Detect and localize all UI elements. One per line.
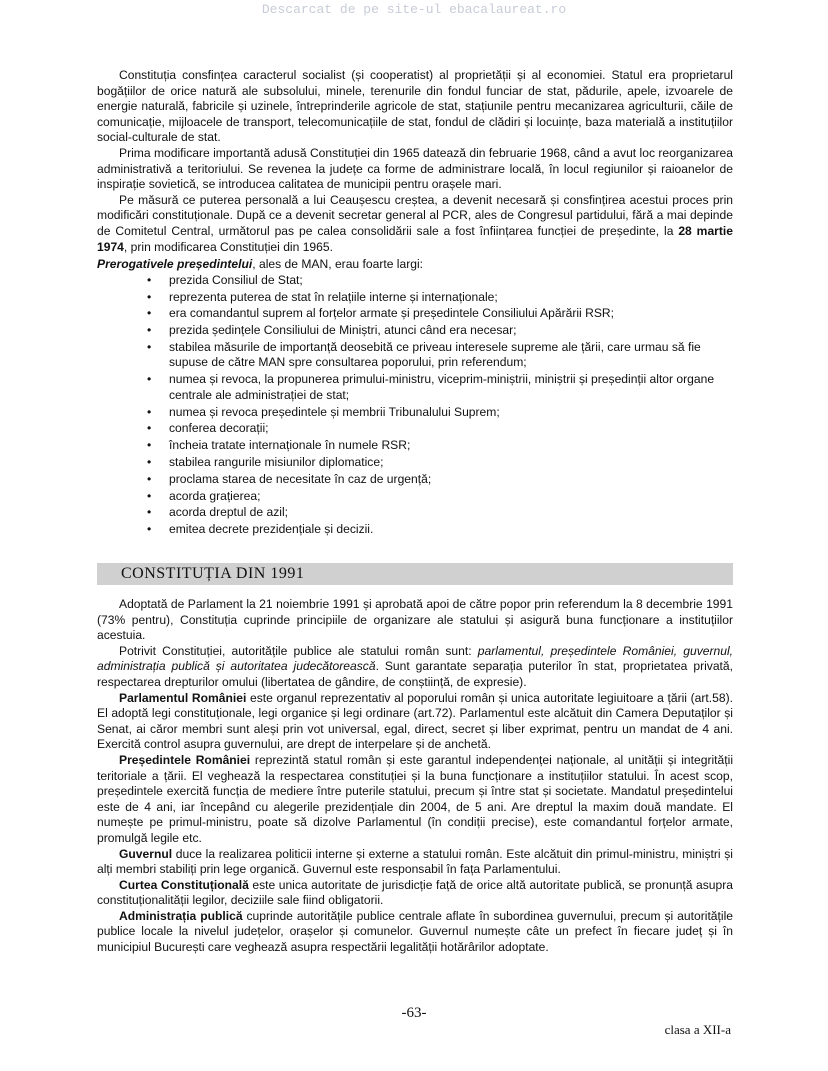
list-item: • numea și revoca președintele și membrii Tribunalului Suprem; — [147, 405, 733, 421]
paragraph-president — [97, 753, 733, 847]
paragraph-constitution-socialism: Constituția consfințea caracterul socialist (și cooperatist) al proprietății și al economiei. Statul era proprietarul bogățiilor de orice natură ale subsolului, minele, terenurile din fondul funciar de stat, pădurile, apele, izvoarele de energie naturală, fabricile și uzinele, întreprinderile agricole de stat, stațiunile pentru mecanizarea agriculturii, căile de comunicație, mijloacele de transport, telecomunicațiile de stat, fondul de clădiri și locuințe, baza materială a instituțiilor social-culturale de stat. — [97, 68, 733, 145]
page-number: -63- — [401, 1005, 427, 1021]
highlight-date: 28 martie 1974 — [97, 223, 733, 254]
list-item: • stabilea rangurile misiunilor diplomatice; — [147, 455, 733, 471]
prerogatives-list — [97, 273, 733, 538]
section-2-body — [97, 597, 733, 956]
paragraph-text: duce la realizarea politicii interne și externe a statului român. Este alcătuit din primul-ministru, miniștri și alți membri stabiliți prin lege organică. Guvernul este responsabil în fața Parlamentului. — [97, 846, 733, 877]
list-item: • prezida ședințele Consiliului de Miniștri, atunci când era necesar; — [147, 323, 733, 339]
paragraph-constitutional-court — [97, 878, 733, 909]
prerogatives-title: Prerogativele președintelui — [97, 257, 253, 272]
prerogatives-intro: , ales de MAN, erau foarte largi: — [252, 257, 424, 272]
paragraph-public-administration — [97, 909, 733, 956]
paragraph-government — [97, 847, 733, 878]
authorities-list-italic: parlamentul, președintele României, guvernul, administrația publică și autoritatea judecătorească — [97, 643, 733, 674]
list-item: • stabilea măsurile de importanță deosebită ce priveau interesele supreme ale țării, care urmau să fie supuse de către MAN spre consultarea poporului, prin referendum; — [147, 340, 733, 371]
term-president: Președintele României — [119, 752, 251, 767]
paragraph-adoption: Adoptată de Parlament la 21 noiembrie 1991 și aprobată apoi de către popor prin referendum la 8 decembrie 1991 (73% pentru), Constituția cuprinde principiile de organizare ale statului și asigură buna funcționare a instituțiilor acestuia. — [97, 597, 733, 643]
paragraph-text: cuprinde autoritățile publice centrale aflate în subordinea guvernului, precum și autoritățile publice locale la nivelul județelor, orașelor și comunelor. Guvernul numește câte un prefect în fiecare județ și în municipiul București care veghează asupra respectării legalității hotărârilor adoptate. — [97, 908, 733, 955]
paragraph-text: este organul reprezentativ al poporului român și unica autoritate legiuitoare a țării (art.58). El adoptă legi constituționale, legi organice și legi ordinare (art.72). Parlamentul este alcătuit din Camera Deputaților și Senat, ai căror membri sunt aleși prin vot universal, egal, direct, secret și liber exprimat, pentru un mandat de 4 ani. Exercită control asupra guvernului, are drept de interpelare și de anchetă. — [97, 690, 733, 752]
paragraph-text: Potrivit Constituției, autoritățile publice ale statului român sunt: — [119, 643, 478, 658]
list-item: • acorda grațierea; — [147, 489, 733, 505]
section-1-body — [97, 68, 733, 539]
list-item: • încheia tratate internaționale în numele RSR; — [147, 438, 733, 454]
watermark: Descarcat de pe site-ul ebacalaureat.ro — [261, 2, 567, 17]
list-item: • emitea decrete prezidențiale și decizii. — [147, 522, 733, 538]
list-item: • numea și revoca, la propunerea primului-ministru, viceprim-miniștrii, miniștrii și președinții altor organe centrale ale administrației de stat; — [147, 372, 733, 403]
paragraph-text: Pe măsură ce puterea personală a lui Ceaușescu creștea, a devenit necesară și consfințirea acestui proces prin modificări constituționale. După ce a devenit secretar general al PCR, ales de Congresul partidului, fără a mai depinde de Comitetul Central, următorul pas pe calea consolidării sale a fost înființarea funcției de președinte, la — [97, 192, 733, 238]
paragraph-public-authorities — [97, 644, 733, 691]
paragraph-president-function — [97, 193, 733, 255]
list-item: • conferea decorații; — [147, 421, 733, 437]
paragraph-parliament — [97, 691, 733, 753]
list-item: • era comandantul suprem al forțelor armate și președintele Consiliului Apărării RSR; — [147, 306, 733, 322]
term-government: Guvernul — [119, 846, 173, 861]
paragraph-1968-modification: Prima modificare importantă adusă Constituției din 1965 datează din februarie 1968, când a avut loc reorganizarea administrativă a teritoriului. Se revenea la județe ca forme de administrare locală, în locul regiunilor și raioanelor de inspirație sovietică, se introducea calitatea de municipii pentru orașele mari. — [97, 145, 733, 192]
paragraph-text: reprezintă statul român și este garantul independenței naționale, al unității și integrității teritoriale a țării. El veghează la respectarea constituției și la buna funcționare a instituțiilor statului. În acest scop, președintele exercită funcția de mediere între puterile statului, precum și între stat și societate. Mandatul președintelui este de 4 ani, iar începând cu alegerile prezidențiale din 2004, de 5 ani. Are dreptul la maxim două mandate. El numește pe primul-ministru, poate să dizolve Parlamentul (în condiții precise), este comandantul forțelor armate, promulgă legile etc. — [97, 752, 734, 845]
term-public-administration: Administrația publică — [119, 908, 243, 923]
section-heading-bar — [97, 563, 733, 585]
class-label: clasa a XII-a — [664, 1022, 731, 1037]
section-title: CONSTITUȚIA DIN 1991 — [121, 565, 305, 582]
paragraph-text: . Sunt garantate separația puterilor în stat, proprietatea privată, respectarea drepturilor omului (libertatea de gândire, de conștiință, de expresie). — [97, 659, 734, 689]
list-item: • acorda dreptul de azil; — [147, 505, 733, 521]
list-item: • prezida Consiliul de Stat; — [147, 273, 733, 289]
term-constitutional-court: Curtea Constituțională — [119, 877, 249, 892]
list-item: • proclama starea de necesitate în caz de urgență; — [147, 472, 733, 488]
prerogatives-heading — [97, 257, 733, 273]
paragraph-text: este unica autoritate de jurisdicție față de orice altă autoritate publică, se pronunță asupra constituționalității legilor, deciziile sale fiind obligatorii. — [97, 877, 733, 908]
list-item: • reprezenta puterea de stat în relațiile interne și internaționale; — [147, 290, 733, 306]
paragraph-text: , prin modificarea Constituției din 1965. — [123, 239, 333, 254]
term-parliament: Parlamentul României — [119, 690, 247, 705]
